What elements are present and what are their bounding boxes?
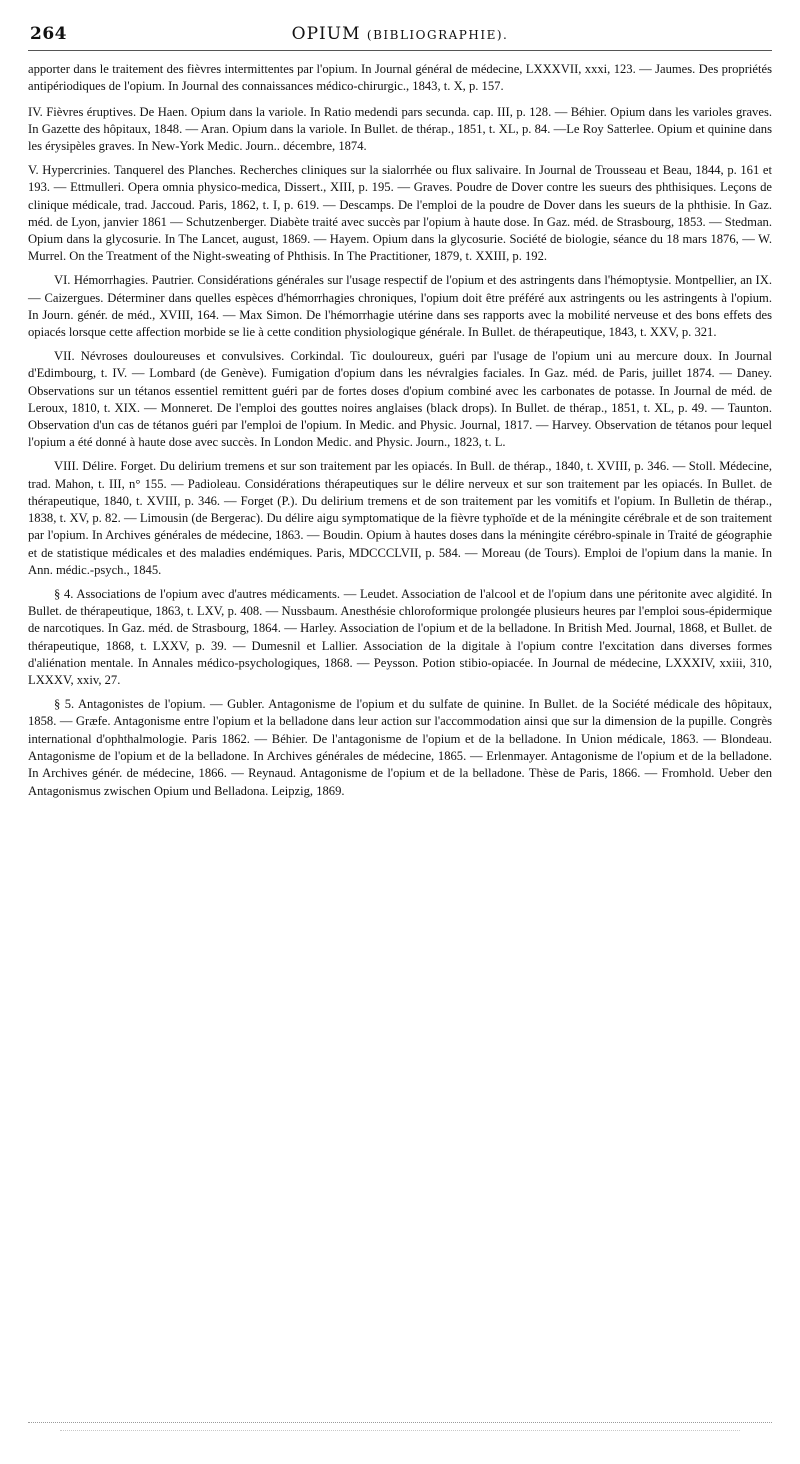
running-title (28, 24, 772, 44)
page (28, 22, 772, 806)
running-title-sub: (BIBLIOGRAPHIE). (366, 28, 509, 42)
footer-dotted-rule (28, 1422, 772, 1423)
paragraph-delire: VIII. Délire. Forget. Du delirium tremens et sur son traitement par les opiacés. In Bull. de thérap., 1840, t. XVIII, p. 346. — Stoll. Médecine, trad. Mahon, t. III, n° 155. — Padioleau. Considérations thérapeutiques sur le délire nerveux et sur son traitement par les opiacés. In Bullet. de thérapeutique, 1840, t. XVIII, p. 346. — Forget (P.). Du delirium tremens et de son traitement par les vomitifs et l'opium. In Bulletin de thérap., 1838, t. XV, p. 82. — Limousin (de Bergerac). Du délire aigu symptomatique de la fièvre typhoïde et de la méningite cérébrale et de son traitement par l'opium. In Archives générales de médecine, 1863. — Boudin. Opium à hautes doses dans la méningite cérébro-spinale in Traité de géographie et de statistique médicales et des maladies endémiques. Paris, MDCCCLVII, p. 584. — Moreau (de Tours). Emploi de l'opium dans la manie. In Ann. médic.-psych., 1845. (28, 459, 772, 578)
footer-dotted-rule-faint (60, 1430, 740, 1431)
paragraph-associations: § 4. Associations de l'opium avec d'autres médicaments. — Leudet. Association de l'alcool et de l'opium dans une péritonite avec algidité. In Bullet. de thérapeutique, 1863, t. LXV, p. 408. — Nussbaum. Anesthésie chloroformique prolongée plusieurs heures par l'emploi sous-épidermique de narcotiques. In Gaz. méd. de Strasbourg, 1864. — Harley. Association de l'opium et de la belladone. In British Med. Journal, 1868, et Bullet. de thérapeutique, 1868, t. LXXV, p. 39. — Dumesnil et Lallier. Association de la digitale à l'opium contre l'excitation dans diverses formes d'aliénation mentale. In Annales médico-psychologiques, 1868. — Peysson. Potion stibio-opiacée. In Journal de médecine, LXXXIV, xxiii, 310, LXXXV, xxiv, 27. (28, 586, 772, 688)
paragraph-hypercrinies: V. Hypercrinies. Tanquerel des Planches. Recherches cliniques sur la sialorrhée ou flux salivaire. In Journal de Trousseau et Beau, 1844, p. 161 et 193. — Ettmulleri. Opera omnia physico-medica, Dissert., XIII, p. 195. — Graves. Poudre de Dover contre les sueurs des phthisiques. Leçons de clinique médicale, trad. Jaccoud. Paris, 1862, t. I, p. 619. — Descamps. De l'emploi de la poudre de Dover dans les sueurs de la phthisie. In Gaz. méd. de Lyon, janvier 1861 — Schutzenberger. Diabète traité avec succès par l'opium à haute dose. In Gaz. méd. de Strasbourg, 1853. — Stedman. Opium dans la glycosurie. In The Lancet, august, 1869. — Hayem. Opium dans la glycosurie. Société de biologie, séance du 18 mars 1876, — W. Murrel. On the Treatment of the Night-sweating of Phthisis. In The Practitioner, 1879, t. XXIII, p. 192. (28, 162, 772, 264)
page-number: 264 (30, 24, 67, 44)
paragraph-hemorrhagies: VI. Hémorrhagies. Pautrier. Considérations générales sur l'usage respectif de l'opium et des astringents dans l'hémoptysie. Montpellier, an IX. — Caizergues. Déterminer dans quelles espèces d'hémorrhagies chroniques, l'opium doit être préféré aux astringents ou les astringents à l'opium. In Journ. génér. de méd., XVIII, 164. — Max Simon. De l'hémorrhagie utérine dans ses rapports avec la mobilité nerveuse et des bons effets des opiacés lorsque cette affection morbide se lie à cette condition physiologique générale. In Bullet. de thérapeutique, 1843, t. XXV, p. 321. (28, 273, 772, 340)
paragraph-continuation: apporter dans le traitement des fièvres intermittentes par l'opium. In Journal général de médecine, LXXXVII, xxxi, 123. — Jaumes. Des propriétés antipériodiques de l'opium. In Journal des connaissances médico-chirurgic., 1843, t. X, p. 157. (28, 62, 772, 94)
paragraph-antagonistes: § 5. Antagonistes de l'opium. — Gubler. Antagonisme de l'opium et du sulfate de quinine. In Bullet. de la Société médicale des hôpitaux, 1858. — Græfe. Antagonisme entre l'opium et la belladone dans leur action sur l'accommodation ainsi que sur la dimension de la pupille. Congrès international d'ophthalmologie. Paris 1862. — Béhier. De l'antagonisme de l'opium et de la belladone. In Union médicale, 1863. — Blondeau. Antagonisme de l'opium et de la belladone. In Archives générales de médecine, 1865. — Erlenmayer. Antagonisme de l'opium et de la belladone. In Archives génér. de médecine, 1866. — Reynaud. Antagonisme de l'opium et de la belladone. Thèse de Paris, 1866. — Fromhold. Ueber den Antagonismus zwischen Opium und Belladona. Leipzig, 1869. (28, 697, 772, 798)
paragraph-nevroses: VII. Névroses douloureuses et convulsives. Corkindal. Tic douloureux, guéri par l'usage de l'opium uni au mercure doux. In Journal d'Edimbourg, t. IV. — Lombard (de Genève). Fumigation d'opium dans les névralgies faciales. In Gaz. méd. de Paris, juillet 1874. — Daney. Observations sur un tétanos essentiel remittent guéri par de fortes doses d'opium combiné avec les carbonates de potasse. In Journal de méd. de Leroux, 1810, t. XIX. — Monneret. De l'emploi des gouttes noires anglaises (black drops). In Bullet. de thérap., 1851, t. XL, p. 49. — Taunton. Observation d'un cas de tétanos guéri par l'emploi de l'opium. In Medic. and Physic. Journal, 1817. — Harvey. Observation de tétanos pour lequel l'opium a été donné à haute dose avec succès. In London Medic. and Physic. Journ., 1823, t. L. (28, 348, 772, 450)
running-title-main: OPIUM (291, 24, 361, 44)
running-header (28, 22, 772, 51)
paragraph-fievres-eruptives: IV. Fièvres éruptives. De Haen. Opium dans la variole. In Ratio medendi pars secunda. cap. III, p. 128. — Béhier. Opium dans les varioles graves. In Gazette des hôpitaux, 1848. — Aran. Opium dans la variole. In Bullet. de thérap., 1851, t. XL, p. 84. —Le Roy Satterlee. Opium et quinine dans les érysipèles graves. In New-York Medic. Journ.. décembre, 1874. (28, 104, 772, 154)
